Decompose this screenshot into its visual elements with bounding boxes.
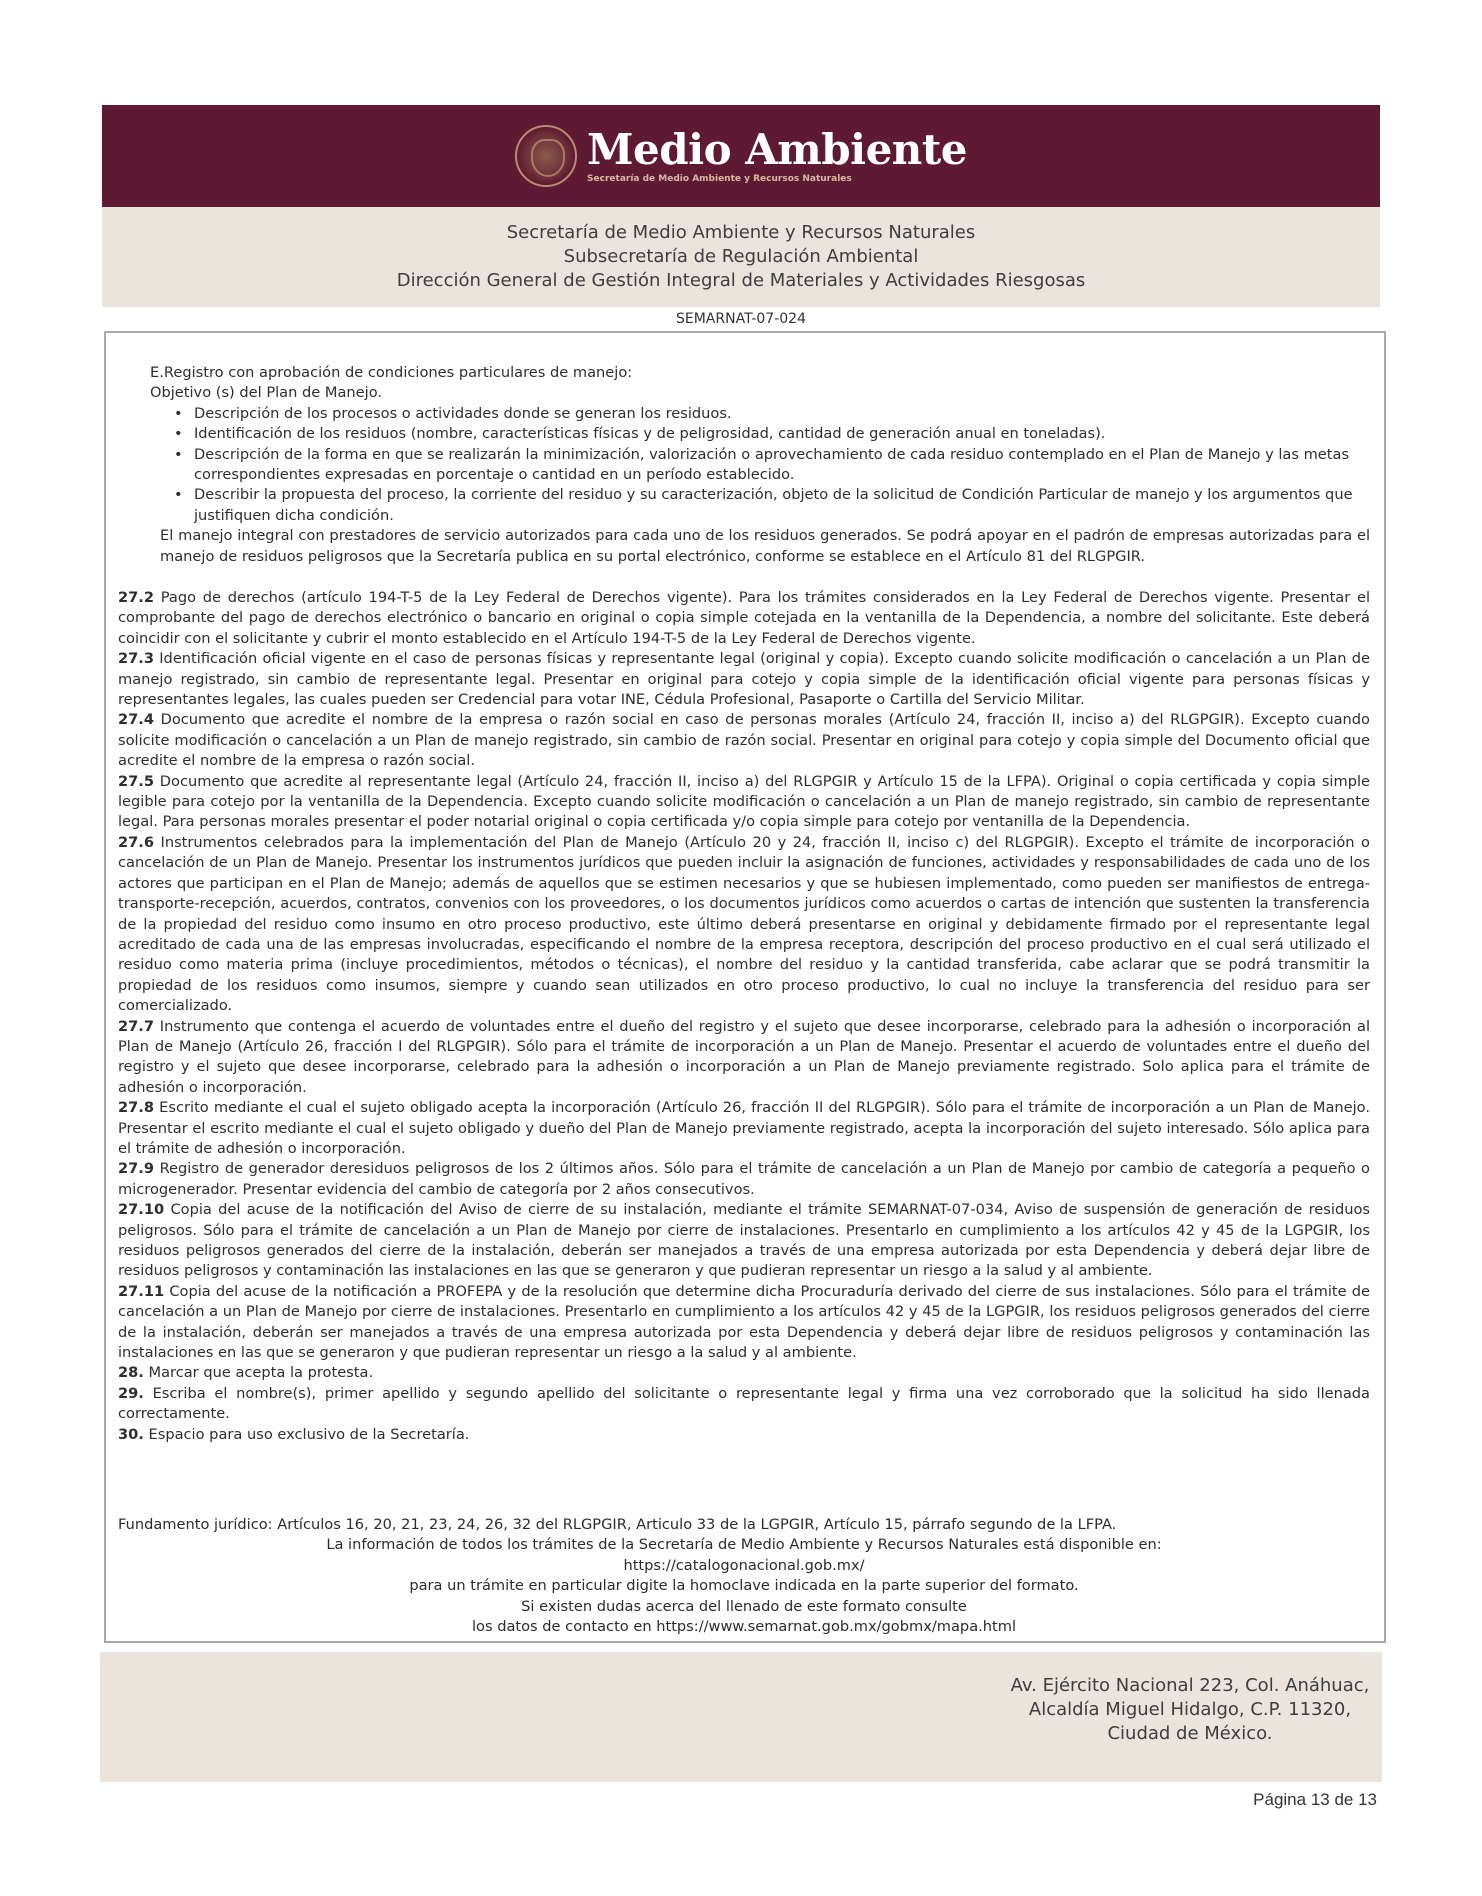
homoclave-hint: para un trámite en particular digite la homoclave indicada en la parte superior del formato. <box>409 1577 1079 1595</box>
list-item: • Descripción de los procesos o actividades donde se generan los residuos. <box>174 404 1370 424</box>
item-text: Copia del acuse de la notificación del Aviso de cierre de su instalación, mediante el trámite SEMARNAT-07-034, Aviso de suspensión de generación de residuos peligrosos. Sólo para el trámite de cancelación a un Plan de Manejo por cierre de instalaciones. Presentarlo en cumplimiento a los artículos 42 y 45 de la LGPGIR, los residuos peligrosos generados del cierre de la instalación, deberán ser manejados a través de una empresa autorizada por esta Dependencia y deberá dejar libre de residuos peligrosos y contaminación las instalaciones en las que se generaron y que pudieran representar un riesgo a la salud y al ambiente. <box>118 1201 1370 1280</box>
item-number: 27.9 <box>118 1160 155 1178</box>
item-text: Documento que acredite al representante legal (Artículo 24, fracción II, inciso a) del RLGPGIR y Artículo 15 de la LFPA). Original o copia certificada y copia simple legible para cotejo por la ventanilla de la Dependencia. Excepto cuando solicite modificación o cancelación a un Plan de manejo registrado, sin cambio de representante legal. Para personas morales presentar el poder notarial original o copia certificada y/o copia simple para cotejo por ventanilla de la Dependencia. <box>118 772 1370 831</box>
section-e <box>118 363 1370 567</box>
national-seal-icon <box>515 125 577 187</box>
item-text: Documento que acredite el nombre de la empresa o razón social en caso de personas morales (Artículo 24, fracción II, inciso a) del RLGPGIR). Excepto cuando solicite modificación o cancelación a un Plan de manejo registrado, sin cambio de razón social. Presentar en original para cotejo y copia simple del Documento oficial que acredite el nombre de la empresa o razón social. <box>118 711 1370 770</box>
item-number: 28. <box>118 1364 144 1382</box>
item-text: Escriba el nombre(s), primer apellido y segundo apellido del solicitante o representante legal y firma una vez corroborado que la solicitud ha sido llenada correctamente. <box>118 1384 1370 1423</box>
item-text: Identificación oficial vigente en el caso de personas físicas y representante legal (original y copia). Excepto cuando solicite modificación o cancelación a un Plan de manejo registrado, sin cambio de representante legal. Presentar en original para cotejo y copia simple de la identificación oficial vigente para personas físicas y representantes legales, las cuales pueden ser Credencial para votar INE, Cédula Profesional, Pasaporte o Cartilla del Servicio Militar. <box>118 650 1370 709</box>
item-text: Pago de derechos (artículo 194-T-5 de la Ley Federal de Derechos vigente). Para los trámites considerados en la Ley Federal de Derechos vigente. Presentar el comprobante del pago de derechos electrónico o bancario en original o copia simple cotejada en la ventanilla de la Dependencia, a nombre del solicitante. Este deberá coincidir con el solicitante y cubrir el monto establecido en el Artículo 194-T-5 de la Ley Federal de Derechos vigente. <box>118 589 1370 647</box>
instruction-item <box>118 1159 1370 1200</box>
instruction-item <box>118 1098 1370 1159</box>
list-item: • Identificación de los residuos (nombre, características físicas y de peligrosidad, cantidad de generación anual en toneladas). <box>174 424 1370 444</box>
contact-link[interactable]: los datos de contacto en https://www.semarnat.gob.mx/gobmx/mapa.html <box>471 1618 1017 1636</box>
agency-line: Secretaría de Medio Ambiente y Recursos Naturales <box>506 222 976 243</box>
instruction-item <box>118 1200 1370 1282</box>
instruction-item <box>118 1384 1370 1425</box>
instruction-item <box>118 833 1370 1017</box>
item-number: 27.10 <box>118 1201 165 1219</box>
instruction-item <box>118 588 1370 649</box>
instruction-item <box>118 710 1370 771</box>
logo-title: Medio Ambiente <box>587 125 967 174</box>
item-text: Instrumento que contenga el acuerdo de voluntades entre el dueño del registro y el sujeto que desee incorporarse, celebrado para la adhesión o incorporación al Plan de Manejo (Artículo 26, fracción I del RLGPGIR). Sólo para el trámite de incorporación a un Plan de Manejo. Presentar el acuerdo de voluntades entre el dueño del registro y el sujeto que desee incorporarse, celebrado para la adhesión o incorporación a un Plan de Manejo previamente registrado. Solo aplica para el trámite de adhesión o incorporación. <box>118 1017 1370 1096</box>
item-number: 27.8 <box>118 1099 155 1117</box>
item-number: 27.3 <box>118 650 155 668</box>
item-text: Escrito mediante el cual el sujeto obligado acepta la incorporación (Artículo 26, fracción II del RLGPGIR). Sólo para el trámite de incorporación a un Plan de Manejo. Presentar el escrito mediante el cual el sujeto obligado y dueño del Plan de Manejo previamente registrado, acepta la incorporación del sujeto interesado. Sólo aplica para el trámite de adhesión o incorporación. <box>118 1099 1370 1157</box>
address-line: Av. Ejército Nacional 223, Col. Anáhuac, <box>1010 1675 1370 1696</box>
agency-block <box>102 207 1380 307</box>
item-number: 29. <box>118 1384 144 1402</box>
instruction-item <box>118 1363 1370 1383</box>
agency-line: Dirección General de Gestión Integral de Materiales y Actividades Riesgosas <box>396 270 1086 291</box>
logo-subtitle: Secretaría de Medio Ambiente y Recursos Naturales <box>587 174 852 184</box>
footer-band <box>100 1652 1382 1782</box>
item-number: 27.7 <box>118 1017 155 1035</box>
instruction-item <box>118 1425 1370 1445</box>
section-e-title: E.Registro con aprobación de condiciones particulares de manejo: <box>150 364 633 381</box>
instruction-item <box>118 772 1370 833</box>
instructions-list <box>118 588 1370 1445</box>
homoclave: SEMARNAT-07-024 <box>676 311 806 327</box>
item-number: 27.5 <box>118 772 155 790</box>
list-item: • Descripción de la forma en que se realizarán la minimización, valorización o aprovechamiento de cada residuo contemplado en el Plan de Manejo y las metas correspondientes expresadas en porcentaje o cantidad en un período establecido. <box>174 445 1370 486</box>
medio-ambiente-logo <box>515 125 967 187</box>
address-line: Alcaldía Miguel Hidalgo, C.P. 11320, <box>1028 1699 1352 1720</box>
agency-line: Subsecretaría de Regulación Ambiental <box>563 246 919 267</box>
instruction-item <box>118 1017 1370 1099</box>
item-text: Copia del acuse de la notificación a PROFEPA y de la resolución que determine dicha Procuraduría derivado del cierre de sus instalaciones. Sólo para el trámite de cancelación a un Plan de Manejo por cierre de instalaciones. Presentarlo en cumplimiento a los artículos 42 y 45 de la LGPGIR, los residuos peligrosos generados del cierre de la instalación, deberán ser manejados a través de una empresa autorizada por esta Dependencia y deberá dejar libre de residuos peligrosos y contaminación las instalaciones en las que se generaron y que pudieran representar un riesgo a la salud y al ambiente. <box>118 1282 1370 1362</box>
header-banner <box>102 105 1380 207</box>
objectives-list <box>174 404 1370 526</box>
item-number: 30. <box>118 1425 144 1443</box>
catalog-link[interactable]: https://catalogonacional.gob.mx/ <box>623 1556 865 1574</box>
instruction-item <box>118 1282 1370 1364</box>
instruction-item <box>118 649 1370 710</box>
address-block <box>1010 1674 1370 1746</box>
doubts-line: Si existen dudas acerca del llenado de este formato consulte <box>521 1597 967 1615</box>
section-e-closing: El manejo integral con prestadores de servicio autorizados para cada uno de los residuos generados. Se podrá apoyar en el padrón de empresas autorizadas para el manejo de residuos peligrosos que la Secretaría publica en su portal electrónico, conforme se establece en el Artículo 81 del RLGPGIR. <box>160 527 1370 565</box>
item-number: 27.6 <box>118 833 155 851</box>
item-number: 27.4 <box>118 711 155 729</box>
item-number: 27.11 <box>118 1282 165 1300</box>
item-text: Marcar que acepta la protesta. <box>143 1364 374 1382</box>
item-text: Instrumentos celebrados para la implementación del Plan de Manejo (Artículo 20 y 24, fracción II, inciso c) del RLGPGIR). Excepto el trámite de incorporación o cancelación de un Plan de Manejo. Presentar los instrumentos jurídicos que pueden incluir la asignación de funciones, actividades y responsabilidades de cada uno de los actores que participan en el Plan de Manejo; además de aquellos que se estimen necesarios y que se hubiesen implementado, como pueden ser manifiestos de entrega-transporte-recepción, acuerdos, contratos, convenios con los proveedores, o los documentos jurídicos como acuerdos o cartas de intención que sustenten la transferencia de la propiedad del residuo como insumo en otro proceso productivo, este último deberá presentarse en original y debidamente firmado por el representante legal acreditado de cada una de las empresas involucradas, especificando el nombre de la empresa receptora, descripción del proceso productivo en el cual será utilizado el residuo como materia prima (incluye procedimientos, métodos o técnicas), el nombre del residuo y la cantidad transferida, cabe aclarar que se podrá transmitir la propiedad de los residuos como insumos, siempre y cuando sean utilizados en otro proceso productivo, lo cual no incluye la transferencia del residuo para ser comercializado. <box>118 833 1370 1015</box>
info-line: La información de todos los trámites de la Secretaría de Medio Ambiente y Recursos Naturales está disponible en: <box>326 1536 1162 1554</box>
item-text: Espacio para uso exclusivo de la Secretaría. <box>143 1425 470 1443</box>
page-number: Página 13 de 13 <box>1253 1790 1377 1809</box>
item-number: 27.2 <box>118 589 155 606</box>
section-e-subtitle: Objetivo (s) del Plan de Manejo. <box>150 384 383 402</box>
fundamento-juridico: Fundamento jurídico: Artículos 16, 20, 21, 23, 24, 26, 32 del RLGPGIR, Articulo 33 de la LGPGIR, Artículo 15, párrafo segundo de la LFPA. <box>118 1516 1117 1533</box>
item-text: Registro de generador deresiduos peligrosos de los 2 últimos años. Sólo para el trámite de cancelación a un Plan de Manejo por cambio de categoría a pequeño o microgenerador. Presentar evidencia del cambio de categoría por 2 años consecutivos. <box>118 1160 1370 1198</box>
list-item: • Describir la propuesta del proceso, la corriente del residuo y su caracterización, objeto de la solicitud de Condición Particular de manejo y los argumentos que justifiquen dicha condición. <box>174 485 1370 526</box>
legal-basis <box>118 1515 1370 1637</box>
address-line: Ciudad de México. <box>1107 1723 1273 1744</box>
